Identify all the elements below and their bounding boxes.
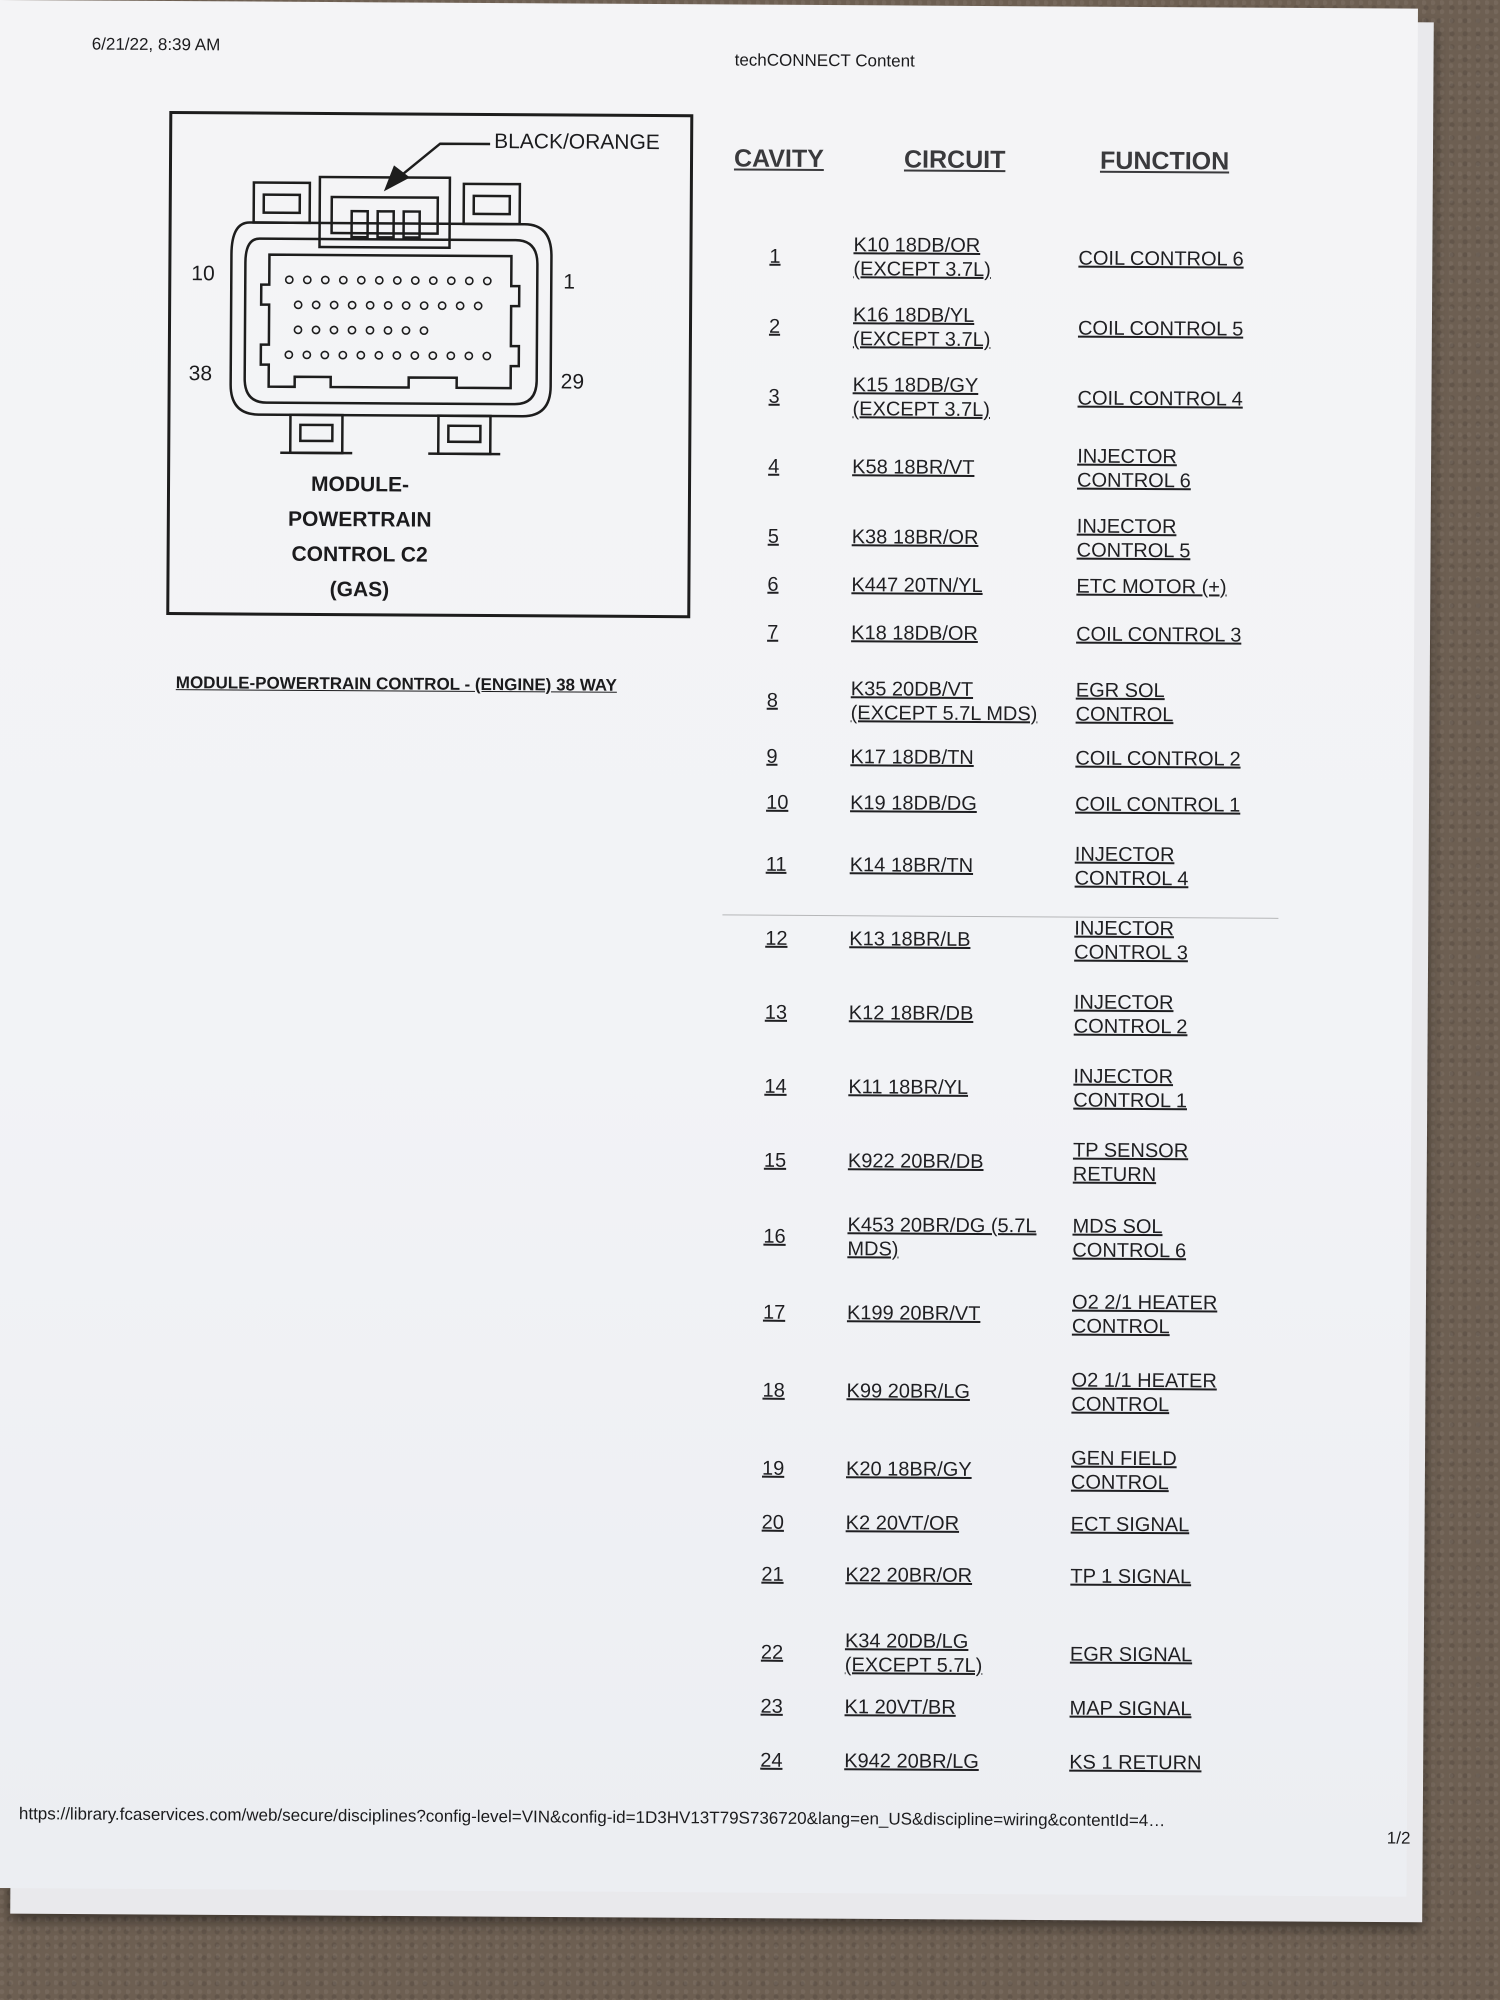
circuit-line: K20 18BR/GY — [845, 1458, 972, 1481]
cavity-cell: 17 — [762, 1301, 786, 1324]
function-cell — [1075, 747, 1295, 772]
cavity-cell: 13 — [764, 1001, 788, 1024]
function-line: CONTROL — [1071, 1393, 1170, 1417]
function-line: COIL CONTROL 3 — [1076, 623, 1242, 647]
function-line: MDS SOL — [1072, 1215, 1163, 1239]
page-title: techCONNECT Content — [734, 50, 915, 71]
table-row — [728, 1212, 1288, 1263]
cavity-cell: 1 — [769, 245, 781, 268]
function-line: INJECTOR — [1073, 1065, 1174, 1089]
function-cell — [1074, 991, 1294, 1040]
circuit-line: (EXCEPT 5.7L MDS) — [850, 702, 1038, 726]
function-cell — [1076, 575, 1296, 600]
function-line: TP SENSOR — [1072, 1139, 1189, 1163]
table-row — [734, 232, 1294, 282]
circuit-line: K12 18BR/DB — [848, 1002, 974, 1025]
circuit-line: K15 18DB/GY — [852, 374, 979, 397]
table-row — [730, 790, 1290, 817]
function-line: O2 2/1 HEATER — [1071, 1291, 1218, 1315]
table-row — [731, 620, 1291, 647]
circuit-line: K22 20BR/OR — [845, 1564, 973, 1587]
circuit-cell — [851, 621, 1071, 646]
pin-label-10: 10 — [191, 262, 215, 286]
header-circuit: CIRCUIT — [903, 145, 1006, 175]
circuit-line: (EXCEPT 5.7L) — [844, 1654, 983, 1678]
pin-label-38: 38 — [188, 362, 213, 386]
circuit-cell — [850, 745, 1070, 770]
circuit-cell — [846, 1511, 1066, 1536]
circuit-cell — [853, 303, 1073, 352]
circuit-cell — [847, 1213, 1067, 1262]
table-row — [732, 572, 1292, 599]
circuit-cell — [851, 677, 1071, 726]
cavity-cell: 9 — [766, 745, 778, 768]
circuit-cell — [853, 233, 1073, 282]
circuit-line: K35 20DB/VT — [850, 678, 974, 701]
table-row — [733, 302, 1293, 352]
table-row — [725, 1694, 1285, 1721]
circuit-line: K16 18DB/YL — [853, 304, 975, 327]
function-cell — [1070, 1643, 1290, 1668]
circuit-line: K58 18BR/VT — [852, 456, 975, 479]
table-row — [729, 1062, 1289, 1113]
function-line: EGR SIGNAL — [1069, 1643, 1193, 1667]
pin-label-1: 1 — [563, 270, 576, 294]
module-name-line: MODULE- — [310, 472, 410, 497]
table-row — [725, 1628, 1285, 1678]
function-cell — [1075, 843, 1295, 892]
table-row — [732, 512, 1292, 563]
table-row — [726, 1444, 1286, 1495]
function-cell — [1076, 623, 1296, 648]
circuit-line: K2 20VT/OR — [845, 1512, 960, 1535]
circuit-cell — [848, 1075, 1068, 1100]
function-line: TP 1 SIGNAL — [1070, 1565, 1192, 1589]
circuit-cell — [845, 1695, 1065, 1720]
function-cell — [1076, 679, 1296, 728]
function-cell — [1071, 1369, 1291, 1418]
module-name — [229, 466, 490, 608]
table-row — [733, 372, 1293, 422]
cavity-cell: 18 — [762, 1379, 785, 1402]
circuit-line: K13 18BR/LB — [849, 928, 971, 951]
function-line: O2 1/1 HEATER — [1071, 1369, 1217, 1393]
module-name-line: POWERTRAIN — [288, 507, 432, 532]
circuit-line: K11 18BR/YL — [848, 1076, 969, 1099]
cavity-cell: 24 — [760, 1749, 783, 1772]
header-function: FUNCTION — [1099, 146, 1230, 176]
function-cell — [1073, 1065, 1293, 1114]
function-cell — [1077, 515, 1297, 564]
function-cell — [1078, 387, 1298, 412]
cavity-cell: 3 — [768, 385, 780, 408]
circuit-cell — [848, 1149, 1068, 1174]
function-line: COIL CONTROL 1 — [1075, 793, 1241, 817]
cavity-cell: 20 — [761, 1511, 785, 1534]
circuit-cell — [845, 1563, 1065, 1588]
cavity-cell: 5 — [767, 525, 779, 548]
function-line: INJECTOR — [1073, 991, 1174, 1015]
cavity-cell: 16 — [763, 1225, 786, 1248]
pin-label-29: 29 — [560, 370, 585, 394]
cavity-cell: 10 — [766, 791, 789, 814]
function-line: INJECTOR — [1074, 917, 1175, 941]
circuit-line: K922 20BR/DB — [847, 1150, 984, 1174]
function-line: CONTROL 3 — [1074, 941, 1189, 965]
function-line: COIL CONTROL 6 — [1078, 247, 1244, 271]
function-line: CONTROL 6 — [1077, 469, 1191, 493]
function-line: CONTROL 6 — [1072, 1239, 1187, 1263]
pinout-table — [733, 144, 1294, 1775]
function-line: CONTROL — [1075, 703, 1174, 727]
function-cell — [1074, 917, 1294, 966]
table-row — [730, 744, 1290, 771]
circuit-line: K38 18BR/OR — [851, 526, 979, 549]
table-row — [725, 1562, 1285, 1589]
cavity-cell: 11 — [765, 853, 787, 876]
print-date: 6/21/22, 8:39 AM — [91, 34, 221, 55]
circuit-line: K942 20BR/LG — [844, 1750, 979, 1774]
cavity-cell: 7 — [767, 621, 779, 644]
function-line: MAP SIGNAL — [1069, 1697, 1192, 1721]
function-cell — [1069, 1751, 1289, 1776]
circuit-line: MDS) — [847, 1238, 899, 1261]
table-row — [731, 676, 1291, 727]
footer-url: https://library.fcaservices.com/web/secure/disciplines?config-level=VIN&config-id=1D3HV13T79S736720&lang=en_US&discipline=wiring&contentId=4… — [18, 1804, 1166, 1831]
cavity-cell: 2 — [768, 315, 781, 338]
table-row — [727, 1288, 1287, 1339]
cavity-cell: 8 — [766, 689, 778, 712]
function-line: GEN FIELD — [1071, 1447, 1177, 1471]
function-line: INJECTOR — [1076, 515, 1177, 539]
circuit-line: K199 20BR/VT — [846, 1302, 981, 1326]
circuit-line: (EXCEPT 3.7L) — [852, 328, 991, 352]
connector-caption: MODULE-POWERTRAIN CONTROL - (ENGINE) 38 WAY — [175, 673, 617, 695]
color-callout: BLACK/ORANGE — [494, 130, 660, 155]
circuit-line: (EXCEPT 3.7L) — [853, 258, 991, 282]
function-line: CONTROL 1 — [1073, 1089, 1188, 1113]
table-row — [728, 1136, 1288, 1187]
circuit-cell — [846, 1379, 1066, 1404]
circuit-cell — [852, 455, 1072, 480]
function-cell — [1072, 1215, 1292, 1264]
circuit-line: K99 20BR/LG — [846, 1380, 971, 1403]
function-line: COIL CONTROL 2 — [1075, 747, 1241, 771]
function-line: CONTROL 2 — [1073, 1015, 1188, 1039]
function-cell — [1078, 247, 1298, 272]
function-cell — [1077, 445, 1297, 494]
circuit-cell — [850, 791, 1070, 816]
function-line: COIL CONTROL 4 — [1077, 387, 1243, 411]
circuit-line: K17 18DB/TN — [850, 746, 974, 769]
table-row — [727, 1366, 1287, 1417]
function-line: RETURN — [1072, 1163, 1157, 1187]
function-cell — [1075, 793, 1295, 818]
function-line: KS 1 RETURN — [1069, 1751, 1202, 1775]
circuit-line: K19 18DB/DG — [850, 792, 977, 815]
module-name-line: (GAS) — [329, 578, 390, 602]
table-row — [724, 1748, 1284, 1775]
cavity-cell: 15 — [763, 1149, 787, 1172]
function-cell — [1073, 1139, 1293, 1188]
cavity-cell: 21 — [761, 1563, 784, 1586]
circuit-cell — [849, 927, 1069, 952]
circuit-cell — [844, 1749, 1064, 1774]
function-cell — [1071, 1447, 1291, 1496]
header-cavity: CAVITY — [733, 144, 824, 174]
table-row — [729, 988, 1289, 1039]
circuit-cell — [851, 573, 1071, 598]
function-cell — [1070, 1697, 1290, 1722]
cavity-cell: 12 — [765, 927, 788, 950]
function-line: CONTROL 4 — [1074, 867, 1189, 891]
function-line: ECT SIGNAL — [1070, 1513, 1190, 1537]
circuit-line: K14 18BR/TN — [849, 854, 974, 877]
cavity-cell: 4 — [768, 455, 780, 478]
circuit-line: K34 20DB/LG — [844, 1630, 969, 1653]
circuit-cell — [849, 1001, 1069, 1026]
function-line: EGR SOL — [1075, 679, 1165, 703]
circuit-cell — [845, 1629, 1065, 1678]
circuit-line: (EXCEPT 3.7L) — [852, 398, 991, 422]
function-line: CONTROL — [1070, 1471, 1169, 1495]
circuit-line: K447 20TN/YL — [851, 574, 983, 598]
circuit-line: K18 18DB/OR — [851, 622, 978, 645]
function-line: ETC MOTOR (+) — [1076, 575, 1227, 599]
function-line: INJECTOR — [1074, 843, 1175, 867]
circuit-cell — [846, 1457, 1066, 1482]
cavity-cell: 23 — [760, 1695, 783, 1718]
function-line: CONTROL 5 — [1076, 539, 1191, 563]
circuit-line: K1 20VT/BR — [844, 1696, 956, 1719]
circuit-cell — [852, 373, 1072, 422]
circuit-cell — [847, 1301, 1067, 1326]
table-row — [730, 840, 1290, 891]
cavity-cell: 6 — [767, 573, 779, 596]
table-row — [732, 442, 1292, 493]
cavity-cell: 14 — [764, 1075, 787, 1098]
connector-diagram — [166, 111, 693, 618]
circuit-line: K453 20BR/DG (5.7L — [847, 1214, 1037, 1238]
circuit-cell — [850, 853, 1070, 878]
circuit-cell — [852, 525, 1072, 550]
function-line: CONTROL — [1071, 1315, 1170, 1339]
module-name-line: CONTROL C2 — [291, 542, 428, 567]
page-number: 1/2 — [1386, 1828, 1411, 1848]
function-cell — [1070, 1565, 1290, 1590]
cavity-cell: 22 — [760, 1641, 784, 1664]
function-cell — [1071, 1513, 1291, 1538]
function-cell — [1072, 1291, 1292, 1340]
function-cell — [1078, 317, 1298, 342]
cavity-cell: 19 — [761, 1457, 785, 1480]
function-line: COIL CONTROL 5 — [1077, 317, 1244, 341]
function-line: INJECTOR — [1077, 445, 1177, 469]
table-row — [726, 1510, 1286, 1537]
circuit-line: K10 18DB/OR — [853, 234, 981, 257]
